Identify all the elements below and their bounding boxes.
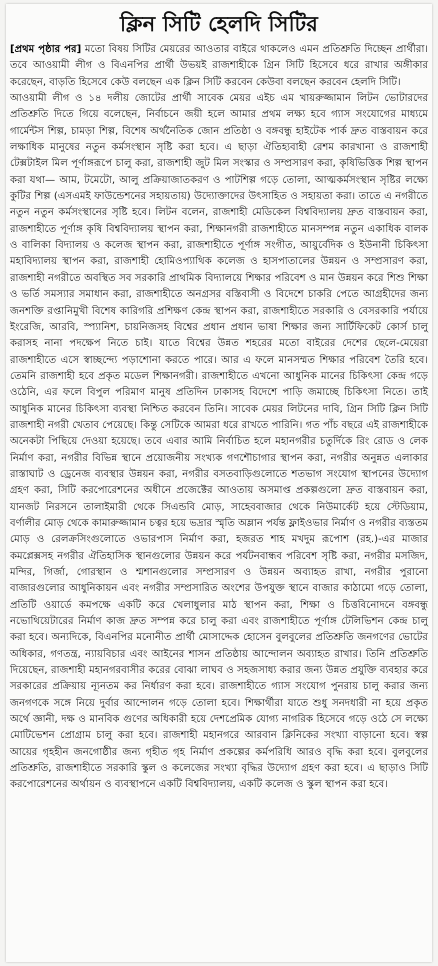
article-paragraph-1: মতো বিষয় সিটির মেয়রের আওতার বাইরে থাকলেও এমন প্রতিশ্রুতি দিচ্ছেন প্রার্থীরা। তবে আওয়ামী লীগ ও বিএনপির প্রার্থী উভয়ই রাজশাহীকে গ্রিন সিটি হিসেবে ধরে রাখার অঙ্গীকার করেছেন, বাড়তি হিসেবে কেউ বলছেন এক ক্লিন সিটি করবেন কেউবা বলছেন করবেন হেলদি সিটি। [10, 44, 428, 88]
article-paragraph-2: আওয়ামী লীগ ও ১৪ দলীয় জোটের প্রার্থী সাবেক মেয়র এইচ এম খায়রুজ্জামান লিটন ভোটারদের প্রতিশ্রুতি দিতে গিয়ে বলেছেন, নির্বাচনে জয়ী হলে আমার প্রথম লক্ষ্য হবে গ্যাস সংযোগের মাধ্যমে গার্মেন্টস শিল্প, চামড়া শিল্প, বিশেষ অর্থনৈতিক জোন প্রতিষ্ঠা ও বঙ্গবন্ধু হাইটেক পার্ক দ্রুত বাস্তবায়ন করে লক্ষাধিক মানুষের নতুন কর্মসংস্থান সৃষ্টি করা হবে। এ ছাড়া ঐতিহ্যবাহী রেশম কারখানা ও রাজশাহী টেক্সটাইল মিল পূর্ণাঙ্গরূপে চালু করা, রাজশাহী জুট মিল সংস্কার ও সম্প্রসারণ করা, কৃষিভিত্তিক শিল্প স্থাপন করা যথা— আম, টমেটো, আলু প্রক্রিয়াজাতকরণ ও পাটশিল্প গড়ে তোলা, আত্মকর্মসংস্থান সৃষ্টির লক্ষ্যে কুটির শিল্প (এসএমই ফাউন্ডেশনের সহায়তায়) উদ্যোক্তাদের উৎসাহিত ও সহায়তা করা। তাতে এ নগরীতে নতুন নতুন কর্মসংস্থানের সৃষ্টি হবে। লিটন বলেন, রাজশাহী মেডিকেল বিশ্ববিদ্যালয় দ্রুত বাস্তবায়ন করা, রাজশাহীতে পূর্ণাঙ্গ কৃষি বিশ্ববিদ্যালয় স্থাপন করা, শিক্ষানগরী রাজশাহীতে মানসম্পন্ন নতুন একাধিক বালক ও বালিকা বিদ্যালয় ও কলেজ স্থাপন করা, রাজশাহীতে পূর্ণাঙ্গ সংগীত, আয়ুর্বেদিক ও ইউনানী চিকিৎসা মহাবিদ্যালয় স্থাপন করা, রাজশাহী হোমিওপ্যাথিক কলেজ ও হাসপাতালের উন্নয়ন ও সম্প্রসারণ করা, রাজশাহী নগরীতে অবস্থিত সব সরকারি প্রাথমিক বিদ্যালয়ে শিক্ষার পরিবেশ ও মান উন্নয়ন করে শিশু শিক্ষা ও ভর্তি সমস্যার সমাধান করা, রাজশাহীতে অনগ্রসর বস্তিবাসী ও বিদেশে চাকরি পেতে আগ্রহীদের জন্য জনশক্তি রপ্তানিমুখী বিশেষ কারিগরি প্রশিক্ষণ কেন্দ্র স্থাপন করা, রাজশাহীতে সরকারি ও বেসরকারি পর্যায়ে ইংরেজি, আরবি, স্প্যানিশ, চায়নিজসহ বিশ্বের প্রধান প্রধান ভাষা শিক্ষার জন্য সার্টিফিকেট কোর্স চালু করাসহ নানা পদক্ষেপ নিতে চাই। যাতে বিশ্বের উন্নত শহরের মতো বাইরের দেশের ছেলে-মেয়েরা রাজশাহীতে এসে স্বাচ্ছন্দ্যে পড়াশোনা করতে পারে। আর এ ফলে মানসম্মত শিক্ষার পরিবেশ তৈরি হবে। তেমনি রাজশাহী হবে প্রকৃত মডেল শিক্ষানগরী। রাজশাহীতে এখনো আধুনিক মানের চিকিৎসা কেন্দ্র গড়ে ওঠেনি, এর ফলে বিপুল পরিমাণ মানুষ প্রতিদিন ঢাকাসহ বিদেশে পাড়ি জমাচ্ছে চিকিৎসা নিতে। তাই আধুনিক মানের চিকিৎসা ব্যবস্থা নিশ্চিত করবেন তিনি। সাবেক মেয়র লিটনের দাবি, গ্রিন সিটি ক্লিন সিটি রাজশাহী নগরী খেতাব পেয়েছে। কিন্তু সেটিকে আমরা ধরে রাখতে পারিনি। গত পাঁচ বছরে এই রাজশাহীকে অনেকটা পিছিয়ে দেওয়া হয়েছে। তবে এবার আমি নির্বাচিত হলে মহানগরীর চতুর্দিকে রিং রোড ও লেক নির্মাণ করা, নগরীর বিভিন্ন স্থানে প্রয়োজনীয় সংখ্যক গণশৌচাগার স্থাপন করা, নগরীর অনুন্নত এলাকার রাস্তাঘাট ও ড্রেনেজ ব্যবস্থার উন্নয়ন করা, নগরীর বসতবাড়িগুলোতে শতভাগ সংযোগ স্থাপনের উদ্যোগ গ্রহণ করা, সিটি করপোরেশনের অধীনে প্রজেক্টের আওতায় অসমাপ্ত প্রকল্পগুলো দ্রুত বাস্তবায়ন করা, যানজট নিরসনে তালাইমারী থেকে সিএন্ডবি মোড়, সাহেববাজার থেকে নিউমার্কেট হয়ে স্টেডিয়াম, বর্ণালীর মোড় থেকে কামারুজ্জামান চত্বর হয়ে ভদ্রার স্মৃতি অম্লান পর্যন্ত ফ্লাইওভার নির্মাণ ও নগরীর ব্যস্ততম মোড় ও রেলক্রসিংগুলোতে ওভারপাস নির্মাণ করা, হজরত শাহ মখদুম রূপোশ (রহ.)-এর মাজার কমপ্লেক্সসহ নগরীর ঐতিহাসিক স্থানগুলোর উন্নয়ন করে পর্যটনবান্ধব পরিবেশ সৃষ্টি করা, নগরীর মসজিদ, মন্দির, গির্জা, গোরস্থান ও শ্মশানগুলোর সম্প্রসারণ ও উন্নয়ন অব্যাহত রাখা, নগরীর পুরানো বাজারগুলোর আধুনিকায়ন এবং নগরীর সম্প্রসারিত অংশের উপযুক্ত স্থানে বাজার কাঠামো গড়ে তোলা, প্রতিটি ওয়ার্ডে কমপক্ষে একটি করে খেলাধুলার মাঠ স্থাপন করা, শিক্ষা ও চিত্তবিনোদনে বঙ্গবন্ধু নভোথিয়েটারের নির্মাণ কাজ দ্রুত সম্পন্ন করে চালু করা এবং রাজশাহীতে পূর্ণাঙ্গ টেলিভিশন কেন্দ্র চালু করা হবে। অন্যদিকে, বিএনপির মনোনীত প্রার্থী মোসাদ্দেক হোসেন বুলবুলের প্রতিশ্রুতি জনগণের ভোটের অধিকার, গণতন্ত্র, ন্যায়বিচার এবং আইনের শাসন প্রতিষ্ঠায় আন্দোলন অব্যাহত রাখার। তিনি প্রতিশ্রুতি দিয়েছেন, রাজশাহী মহানগরবাসীর করের বোঝা লাঘব ও সহজসাধ্য করার জন্য উন্নত প্রযুক্তি ব্যবহার করে সরকারের প্রক্রিয়ায় ন্যূনতম কর নির্ধারণ করা হবে। রাজশাহীতে গ্যাস সংযোগ পুনরায় চালু করার জন্য জনগণকে সঙ্গে নিয়ে দুর্বার আন্দোলন গড়ে তোলা হবে। শিক্ষার্থীরা যাতে শুধু সনদধারী না হয়ে প্রকৃত অর্থে জ্ঞানী, দক্ষ ও মানবিক গুণের অধিকারী হয়ে দেশপ্রেমিক যোগ্য নাগরিক হিসেবে গড়ে ওঠে সে লক্ষ্যে মোটিভেশন প্রোগ্রাম চালু করা হবে। রাজশাহী মহানগরে আরবান ক্লিনিকের সংখ্যা বাড়ানো হবে। স্বল্প আয়ের গৃহহীন জনগোষ্ঠীর জন্য গৃহীত গৃহ নির্মাণ প্রকল্পের কর্মপরিধি আরও বৃদ্ধি করা হবে। বুলবুলের প্রতিশ্রুতি, রাজশাহীতে সরকারি স্কুল ও কলেজের সংখ্যা বৃদ্ধির উদ্যোগ গ্রহণ করা হবে। এ ছাড়াও সিটি করপোরেশনের অর্থায়ন ও ব্যবস্থাপনে একটি বিশ্ববিদ্যালয়, একটি কলেজ ও স্কুল স্থাপন করা হবে। [10, 93, 428, 791]
continuation-tag: [প্রথম পৃষ্ঠার পর] [10, 44, 82, 55]
article-headline: ক্লিন সিটি হেলদি সিটির [120, 11, 318, 36]
article-body [10, 42, 428, 794]
newspaper-clipping [6, 4, 432, 962]
